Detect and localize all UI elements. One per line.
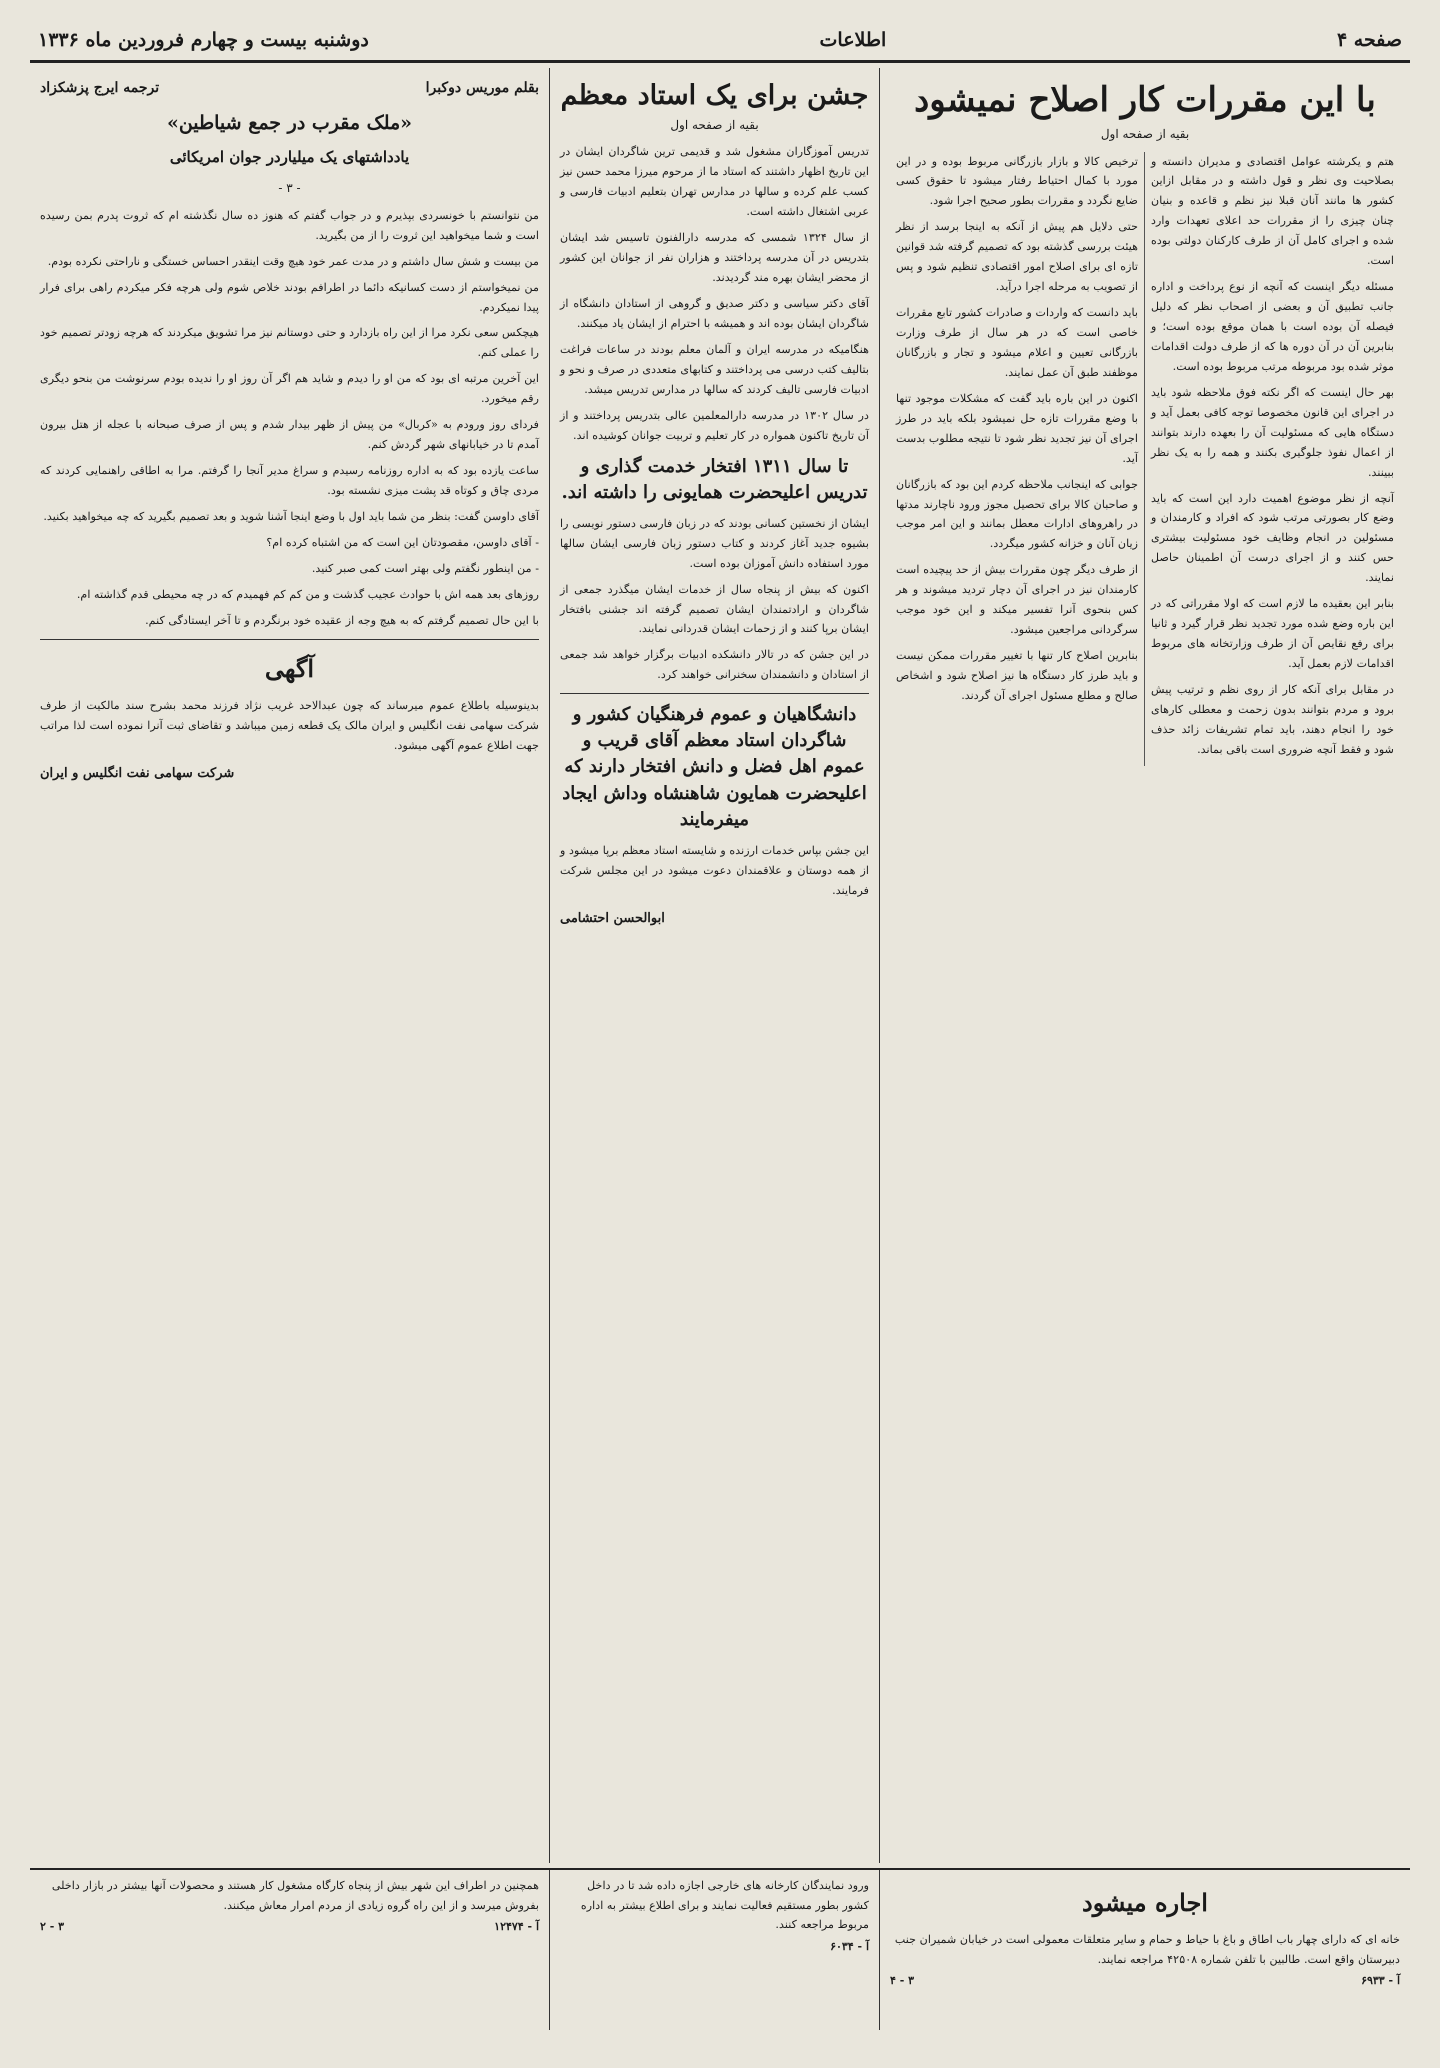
divider xyxy=(40,639,539,640)
continuation-text xyxy=(30,1870,550,2030)
announcement-box: دانشگاهیان و عموم فرهنگیان کشور و شاگردان استاد معظم آقای قریب و عموم اهل فضل و دانش افتخار دارند که اعلیحضرت همایون شاهنشاه وداش ایجاد میفرمایند xyxy=(562,704,867,830)
ad-code: آ - ۶۰۳۴ xyxy=(830,1939,869,1953)
ad-title: آگهی xyxy=(264,653,315,683)
paragraph: هیچکس سعی نکرد مرا از این راه بازدارد و حتی دوستانم نیز مرا تشویق میکردند که هرچه زودتر تصمیم خود را عملی کنم. xyxy=(40,326,539,360)
paragraph: من بیست و شش سال داشتم و در مدت عمر خود هیچ وقت اینقدر احساس خستگی و ناراحتی نکرده بودم. xyxy=(47,254,539,268)
article-celebration-headline: جشن برای یک استاد معظم xyxy=(560,80,869,111)
continued-from-front: بقیه از صفحه اول xyxy=(670,118,759,133)
paragraph: در مقابل برای آنکه کار از روی نظم و ترتیب پیش برود و مردم بتوانند بدون زحمت و معطلی کارهای خود را انجام دهند، باید تمام تشریفات زائد حذف شود و فقط آنچه ضروری است باقی بماند. xyxy=(1151,682,1394,756)
paragraph: آقای دکتر سیاسی و دکتر صدیق و گروهی از استادان دانشگاه از شاگردان ایشان بوده اند و همیشه با احترام از ایشان یاد میکنند. xyxy=(560,297,869,330)
bottom-strip xyxy=(30,1868,1410,2030)
paragraph: ایشان از نخستین کسانی بودند که در زبان فارسی دستور نویسی را بشیوه جدید آغاز کردند و کتاب دستور زبان فارسی ایشان سالها مورد استفاده دانش آموزان بوده است. xyxy=(560,516,869,570)
paragraph: - من اینطور نگفتم ولی بهتر است کمی صبر کنید. xyxy=(311,561,539,575)
continued-from-front: بقیه از صفحه اول xyxy=(1100,127,1190,142)
paragraph: این آخرین مرتبه ای بود که من او را دیدم و شاید هم اگر آن روز او را ندیده بودم سرنوشت من بنحو دیگری رقم میخورد. xyxy=(40,372,539,406)
divider xyxy=(560,693,869,694)
paragraph: هتم و یکرشته عوامل اقتصادی و مدیران دانسته و بصلاحیت وی نظر و قول داشته و در مقابل ازاین کشور ها مانند آنان قبلا نیز نظم و قاعده و بنیان چنان چیزی را از مقررات حد اعلای تعهدات وارد شده و اجرای کامل آن از طرف کارکنان دولتی بوده است. xyxy=(1151,154,1394,268)
page-header xyxy=(30,20,1410,63)
ad-code: ۳ - ۲ xyxy=(40,1920,65,1934)
paragraph: من نمیخواستم از دست کسانیکه دائما در اطرافم بودند خلاص شوم ولی هرچه فکر میکردم راهی برای فرار پیدا نمیکردم. xyxy=(40,280,539,314)
paragraph: از طرف دیگر چون مقررات بیش از حد پیچیده است کارمندان نیز در اجرای آن دچار تردید میشوند و هر کس بنحوی آنرا تفسیر میکند و این خود موجب سرگردانی مراجعین میشود. xyxy=(896,563,1138,637)
paragraph: فردای روز ورودم به «کربال» من پیش از ظهر بیدار شدم و پس از صرف صبحانه با عجله از هتل بیرون آمدم تا در خیابانهای شهر گردش کنم. xyxy=(40,418,539,452)
paragraph: بنابر این بعقیده ما لازم است که اولا مقرراتی که در این باره وضع شده مورد تجدید نظر قرار گیرد و ثانیا برای رفع نقایص آن از طرف وزارتخانه های مربوط اقدامات لازم بعمل آید. xyxy=(1151,597,1394,671)
subheading: تا سال ۱۳۱۱ افتخار خدمت گذاری و تدریس اعلیحضرت همایونی را داشته اند. xyxy=(561,455,868,503)
newspaper-page xyxy=(30,20,1410,2028)
paragraph: جوابی که اینجانب ملاحظه کردم این بود که بازرگانان و صاحبان کالا برای تحصیل مجوز ورود ناچارند مدتها در راهروهای ادارات معطل بمانند و این امر موجب زیان آنان و خزانه کشور میگردد. xyxy=(896,477,1138,551)
ad-codes xyxy=(890,1971,1400,1990)
paragraph: باید دانست که واردات و صادرات کشور تابع مقررات خاصی است که در هر سال از طرف وزارت بازرگانی تعیین و اعلام میشود و تجار و بازرگانان موظفند طبق آن عمل نمایند. xyxy=(896,306,1138,379)
article-regulations-col-left xyxy=(890,152,1145,766)
page-number: صفحه ۴ xyxy=(1336,29,1402,51)
rent-ad-title: اجاره میشود xyxy=(1082,1888,1208,1917)
article-regulations xyxy=(880,68,1410,1863)
author-signature: ابوالحسن احتشامی xyxy=(560,910,665,926)
article-regulations-body xyxy=(890,152,1400,766)
paragraph: حتی دلایل هم پیش از آنکه به اینجا برسد از نظر هیئت بررسی گذشته بود که تصمیم گرفته شد قوانین تازه ای برای اصلاح امور اقتصادی تنظیم شود و پس از تصویب به مرحله اجرا درآید. xyxy=(896,220,1138,294)
article-celebration xyxy=(550,68,880,1863)
serial-subtitle: یادداشتهای یک میلیاردر جوان امریکائی xyxy=(169,147,410,166)
author-name: بقلم موریس دوکبرا xyxy=(425,80,539,96)
notice-ad xyxy=(550,1870,880,2030)
ad-text: بدینوسیله باطلاع عموم میرساند که چون عبدالاحد غریب نژاد فرزند محمد بشرح سند مالکیت از طرف شرکت سهامی نفت انگلیس و ایران مالک یک قطعه زمین میباشد و تقاضای ثبت آنرا نموده است لذا مراتب جهت اطلاع عموم آگهی میشود. xyxy=(40,699,539,753)
paragraph: در این جشن که در تالار دانشکده ادبیات برگزار خواهد شد جمعی از استادان و دانشمندان سخنرانی خواهند کرد. xyxy=(560,648,869,682)
notice-text: ورود نمایندگان کارخانه های خارجی اجازه داده شد تا در داخل کشور بطور مستقیم فعالیت نمایند و برای اطلاع بیشتر به اداره مربوط مراجعه کنند. xyxy=(580,1879,869,1932)
ad-signature: شرکت سهامی نفت انگلیس و ایران xyxy=(40,766,235,782)
serial-title: «ملک مقرب در جمع شیاطین» xyxy=(166,111,413,134)
paragraph: این جشن بپاس خدمات ارزنده و شایسته استاد معظم برپا میشود و از همه دوستان و علاقمندان دعوت میشود در این مجلس شرکت فرمایند. xyxy=(560,843,869,897)
ad-codes xyxy=(560,1937,869,1956)
paragraph: مسئله دیگر اینست که آنچه از نوع پرداخت و اداره جانب تطبیق آن و بعضی از اصحاب نظر که دلیل فیصله آن بوده است با همان موقع بوده است؛ و بنابرین آن در آن دوره ها که از طرف دولت اقدامات موثر شده بود مربوطه مرتب مربوط بوده است. xyxy=(1151,280,1394,373)
paragraph: تدریس آموزگاران مشغول شد و قدیمی ترین شاگردان ایشان در این تاریخ اظهار داشتند که استاد ما از مرحوم میرزا محمد حسن نیز کسب علم کرده و سالها در مدارس تهران بتعلیم ادبیات فارسی و عربی اشتغال داشته است. xyxy=(560,145,869,219)
paragraph: با این حال تصمیم گرفتم که به هیچ وجه از عقیده خود برنگردم و تا آخر ایستادگی کنم. xyxy=(145,613,539,627)
paragraph: اکنون که بیش از پنجاه سال از خدمات ایشان میگذرد جمعی از شاگردان و ارادتمندان ایشان تصمیم گرفته اند جشنی بافتخار ایشان برپا کنند و از زحمات ایشان قدردانی نمایند. xyxy=(560,582,869,636)
ad-codes xyxy=(40,1917,539,1936)
article-serial xyxy=(30,68,550,1863)
paragraph: ساعت یازده بود که به اداره روزنامه رسیدم و سراغ مدیر آنجا را گرفتم. مرا به اطاقی راهنمایی کردند که مردی چاق و کوتاه قد پشت میزی نشسته بود. xyxy=(40,464,539,498)
paragraph: اکنون در این باره باید گفت که مشکلات موجود تنها با وضع مقررات تازه حل نمیشود بلکه باید در طرز اجرای آن نیز تجدید نظر شود تا نتیجه مطلوب بدست آید. xyxy=(896,391,1138,465)
paragraph: - آقای داوسن، مقصودتان این است که من اشتباه کرده ام؟ xyxy=(266,535,539,549)
serial-part: - ۳ - xyxy=(278,181,301,196)
paragraph: ترخیص کالا و بازار بازرگانی مربوط بوده و در این مورد با کمال احتیاط رفتار میشود تا حقوق کسی ضایع نگردد و مقررات بطور صحیح اجرا شود. xyxy=(896,154,1138,208)
paragraph: هنگامیکه در مدرسه ایران و آلمان معلم بودند در ساعات فراغت بتالیف کتب درسی می پرداختند و کتابهای متعددی در صرف و نحو و ادبیات فارسی تالیف کردند که سالها در مدارس تدریس میشد. xyxy=(560,342,869,396)
paragraph: آنچه از نظر موضوع اهمیت دارد این است که باید وضع کار بصورتی مرتب شود که افراد و کارمندان و مسئولین در انجام وظایف خود مسئولیت بیشتری حس کنند و از اجرای درست آن اطمینان حاصل نمایند. xyxy=(1151,491,1394,585)
ad-code: ۳ - ۴ xyxy=(890,1974,915,1988)
serial-byline xyxy=(40,76,539,101)
translator-name: ترجمه ایرج پزشکزاد xyxy=(40,80,160,96)
paragraph: از سال ۱۳۲۴ شمسی که مدرسه دارالفنون تاسیس شد ایشان بتدریس در آن مدرسه پرداختند و هزاران نفر از جوانان این کشور از محضر ایشان بهره مند گردیدند. xyxy=(560,231,869,285)
ad-code: آ - ۱۲۴۷۴ xyxy=(494,1920,539,1934)
paragraph: بهر حال اینست که اگر نکته فوق ملاحظه شود باید در اجرای این قانون مخصوصا توجه کافی بعمل آید و دستگاه هایی که مسئولیت آن را بعهده دارند بتوانند از اعمال نفوذ جلوگیری بکنند و همه را به یک نظر ببینند. xyxy=(1151,385,1394,479)
article-regulations-headline: با این مقررات کار اصلاح نمیشود xyxy=(914,80,1376,120)
newspaper-name: اطلاعات xyxy=(819,29,887,51)
paragraph: آقای داوسن گفت: بنظر من شما باید اول با وضع اینجا آشنا شوید و بعد تصمیم بگیرید که چه میخواهید بکنید. xyxy=(43,509,539,523)
paragraph: من نتوانستم با خونسردی بپذیرم و در جواب گفتم که هنوز ده سال نگذشته ام که ثروت پدرم بمن رسیده است و شما میخواهید این ثروت را از من بگیرید. xyxy=(40,208,539,242)
paragraph: روزهای بعد همه اش با حوادث عجیب گذشت و من کم کم فهمیدم که در چه محیطی قدم گذاشته ام. xyxy=(76,587,539,601)
rent-ad-text: خانه ای که دارای چهار باب اطاق و باغ با حیاط و حمام و سایر متعلقات معمولی است در خیابان شمیران جنب دبیرستان واقع است. طالبین با تلفن شماره ۴۲۵۰۸ مراجعه نمایند. xyxy=(894,1933,1400,1966)
article-regulations-col-right xyxy=(1145,152,1400,766)
article-columns xyxy=(30,68,1410,1863)
paragraph: در سال ۱۳۰۲ در مدرسه دارالمعلمین عالی بتدریس پرداختند و از آن تاریخ تاکنون همواره در کار تعلیم و تربیت جوانان کوشیده اند. xyxy=(560,408,869,442)
paragraph: بنابرین اصلاح کار تنها با تغییر مقررات ممکن نیست و باید طرز کار دستگاه ها نیز اصلاح شود و اشخاص صالح و مطلع مسئول اجرای آن گردند. xyxy=(896,649,1138,702)
issue-date: دوشنبه بیست و چهارم فروردین ماه ۱۳۳۶ xyxy=(38,29,369,51)
rent-ad xyxy=(880,1870,1410,2030)
ad-code: آ - ۶۹۳۳ xyxy=(1361,1974,1400,1988)
paragraph: همچنین در اطراف این شهر بیش از پنجاه کارگاه مشغول کار هستند و محصولات آنها بیشتر در بازار داخلی بفروش میرسد و از این راه گروه زیادی از مردم امرار معاش میکنند. xyxy=(51,1879,539,1912)
